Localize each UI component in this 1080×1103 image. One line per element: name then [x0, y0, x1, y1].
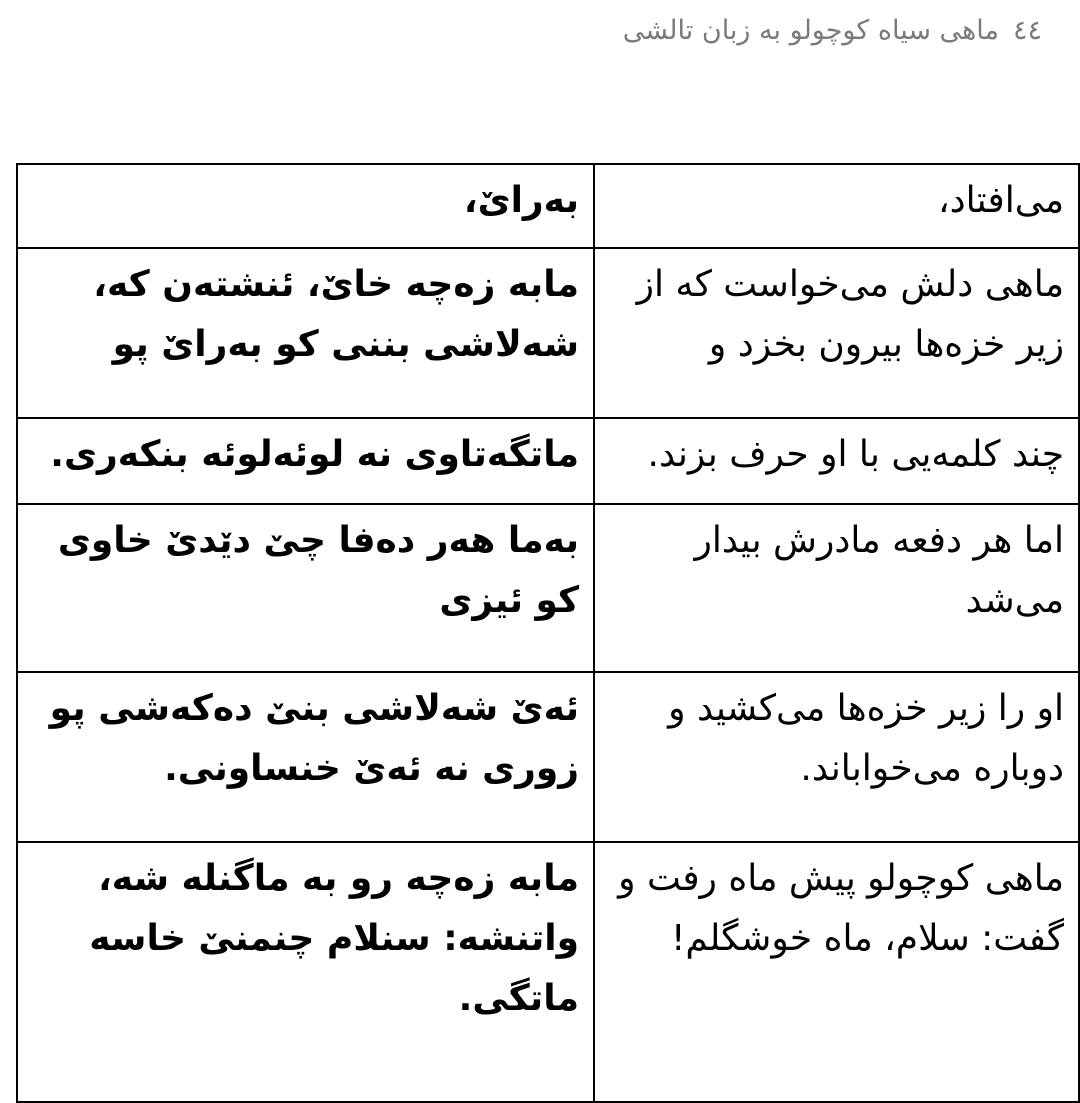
table-row [17, 672, 1079, 842]
table-row [17, 248, 1079, 418]
talishi-cell: ماتگەتاوی نە لوئەلوئە بنکەری. [17, 418, 594, 504]
talishi-cell: مابە زەچە رو بە ماگنلە شە، واتنشە: سنلام چنمنێ خاسە ماتگی. [17, 842, 594, 1102]
table-row [17, 164, 1079, 248]
talishi-cell: ئەێ شەلاشی بنێ دەکەشی پو زوری نە ئەێ خنساونی. [17, 672, 594, 842]
persian-cell: چند کلمه‌یی با او حرف بزند. [594, 418, 1079, 504]
table-row [17, 504, 1079, 672]
persian-cell: ماهی کوچولو پیش ماه رفت و گفت: سلام، ماه خوشگلم! [594, 842, 1079, 1102]
page-header [623, 14, 1042, 48]
persian-cell: اما هر دفعه مادرش بیدار می‌شد [594, 504, 1079, 672]
table-row [17, 418, 1079, 504]
persian-cell: می‌افتاد، [594, 164, 1079, 248]
persian-cell: او را زیر خزه‌ها می‌کشید و دوباره می‌خواباند. [594, 672, 1079, 842]
persian-cell: ماهی دلش می‌خواست که از زیر خزه‌ها بیرون بخزد و [594, 248, 1079, 418]
page-title: ماهی سیاه کوچولو به زبان تالشی [622, 15, 999, 46]
translation-table [16, 163, 1080, 1103]
talishi-cell: بەما هەر دەفا چێ دێدێ خاوی کو ئیزی [17, 504, 594, 672]
talishi-cell: مابە زەچە خاێ، ئنشتەن کە، شەلاشی بننی کو بەراێ پو [17, 248, 594, 418]
talishi-cell: بەراێ، [17, 164, 594, 248]
table-row [17, 842, 1079, 1102]
page-number: ٤٤ [1012, 15, 1042, 46]
